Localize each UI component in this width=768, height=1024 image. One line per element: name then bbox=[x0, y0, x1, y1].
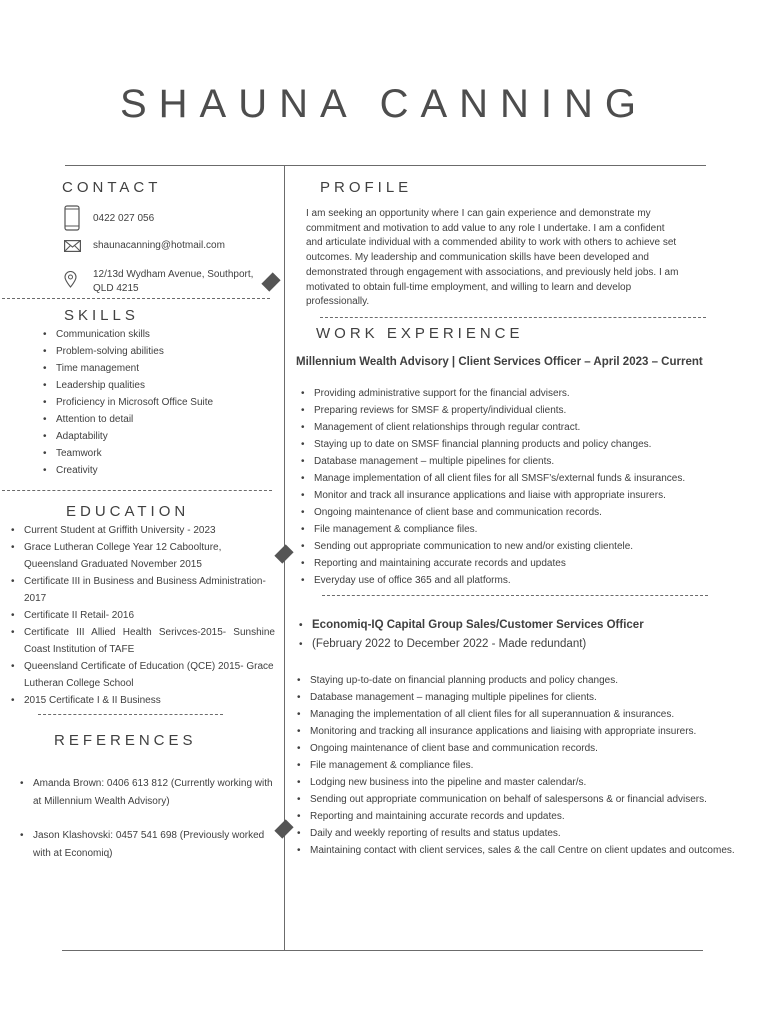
skills-heading: SKILLS bbox=[64, 307, 139, 324]
list-item: • Proficiency in Microsoft Office Suite bbox=[56, 396, 276, 413]
list-item: • Certificate III in Business and Business Administration- 2017 bbox=[24, 573, 275, 607]
list-item: • Database management – multiple pipelines for clients. bbox=[314, 455, 734, 472]
list-item: • Amanda Brown: 0406 613 812 (Currently working with at Millennium Wealth Advisory) bbox=[33, 775, 283, 811]
list-item: • Everyday use of office 365 and all platforms. bbox=[314, 574, 734, 591]
work-heading: WORK EXPERIENCE bbox=[316, 325, 524, 342]
job2-title: • Economiq-IQ Capital Group Sales/Customer Services Officer bbox=[312, 618, 732, 633]
top-divider bbox=[65, 165, 706, 166]
section-separator bbox=[320, 317, 706, 318]
resume-name: SHAUNA CANNING bbox=[119, 82, 649, 126]
contact-address-line2: QLD 4215 bbox=[93, 283, 139, 294]
list-item: • Ongoing maintenance of client base and communication records. bbox=[314, 506, 734, 523]
list-item: • Sending out appropriate communication on behalf of salespersons & or financial advisers. bbox=[310, 793, 760, 810]
list-item: • Teamwork bbox=[56, 447, 276, 464]
list-item: • Attention to detail bbox=[56, 413, 276, 430]
list-item: • Sending out appropriate communication to new and/or existing clientele. bbox=[314, 540, 734, 557]
list-item: • Certificate III Allied Health Serivces-2015- Sunshine Coast Institution of TAFE bbox=[24, 624, 275, 658]
list-item: • Manage implementation of all client files for all SMSF’s/external funds & insurances. bbox=[314, 472, 734, 489]
location-pin-icon bbox=[64, 271, 77, 293]
list-item: • File management & compliance files. bbox=[314, 523, 734, 540]
job1-title: Millennium Wealth Advisory | Client Services Officer – April 2023 – Current bbox=[296, 356, 703, 368]
list-item: • Certificate II Retail- 2016 bbox=[24, 607, 275, 624]
list-item: • Lodging new business into the pipeline and master calendar/s. bbox=[310, 776, 760, 793]
list-item: • Managing the implementation of all client files for all superannuation & insurances. bbox=[310, 708, 760, 725]
list-item: • Reporting and maintaining accurate records and updates. bbox=[310, 810, 760, 827]
job2-dates: • (February 2022 to December 2022 - Made redundant) bbox=[312, 637, 732, 652]
job2-header bbox=[312, 618, 732, 652]
references-heading: REFERENCES bbox=[54, 732, 197, 749]
list-item: • Problem-solving abilities bbox=[56, 345, 276, 362]
list-item: • Creativity bbox=[56, 464, 276, 481]
section-separator bbox=[2, 298, 270, 299]
list-item: • Jason Klashovski: 0457 541 698 (Previously worked with at Economiq) bbox=[33, 827, 283, 863]
skills-list bbox=[56, 328, 276, 481]
education-heading: EDUCATION bbox=[66, 503, 190, 520]
list-item: • Daily and weekly reporting of results and status updates. bbox=[310, 827, 760, 844]
list-item: • Adaptability bbox=[56, 430, 276, 447]
list-item: • Management of client relationships through regular contract. bbox=[314, 421, 734, 438]
profile-text: I am seeking an opportunity where I can gain experience and demonstrate my commitment and motivation to add value to any role I undertake. I am a confident and articulate individual with a commended ability to work with others to achieve set outcomes. My leadership and communication skills have been developed and demonstrated through engagement with associations, and previously held jobs. I am motivated to obtain full-time employment, and willing to learn and develop professionally. bbox=[306, 208, 679, 308]
list-item: • Communication skills bbox=[56, 328, 276, 345]
list-item: • Maintaining contact with client services, sales & the call Centre on client updates and outcomes. bbox=[310, 844, 760, 861]
list-item: • Staying up to date on SMSF financial planning products and policy changes. bbox=[314, 438, 734, 455]
section-separator bbox=[38, 714, 223, 715]
list-item: • Preparing reviews for SMSF & property/individual clients. bbox=[314, 404, 734, 421]
profile-heading: PROFILE bbox=[320, 179, 413, 196]
phone-icon bbox=[64, 205, 80, 236]
mail-icon bbox=[64, 239, 81, 257]
education-list bbox=[24, 522, 275, 709]
list-item: • Leadership qualities bbox=[56, 379, 276, 396]
bottom-divider bbox=[62, 950, 703, 951]
list-item: • Reporting and maintaining accurate records and updates bbox=[314, 557, 734, 574]
list-item: • Monitoring and tracking all insurance applications and liaising with appropriate insurers. bbox=[310, 725, 760, 742]
list-item: • Queensland Certificate of Education (QCE) 2015- Grace Lutheran College School bbox=[24, 658, 275, 692]
references-list bbox=[33, 775, 283, 863]
section-separator bbox=[322, 595, 708, 596]
list-item: • File management & compliance files. bbox=[310, 759, 760, 776]
list-item: • Database management – managing multiple pipelines for clients. bbox=[310, 691, 760, 708]
list-item: • Providing administrative support for the financial advisers. bbox=[314, 387, 734, 404]
contact-heading: CONTACT bbox=[62, 179, 162, 196]
list-item: • Staying up-to-date on financial planning products and policy changes. bbox=[310, 674, 760, 691]
job2-duties bbox=[310, 674, 760, 861]
divider-diamond bbox=[261, 272, 280, 291]
job1-duties bbox=[314, 387, 734, 591]
contact-address-line1: 12/13d Wydham Avenue, Southport, bbox=[93, 269, 254, 280]
list-item: • Current Student at Griffith University - 2023 bbox=[24, 522, 275, 539]
divider-diamond bbox=[274, 544, 293, 563]
list-item: • Grace Lutheran College Year 12 Caboolture, Queensland Graduated November 2015 bbox=[24, 539, 275, 573]
list-item: • 2015 Certificate I & II Business bbox=[24, 692, 275, 709]
contact-email[interactable]: shaunacanning@hotmail.com bbox=[93, 240, 225, 251]
section-separator bbox=[2, 490, 272, 491]
list-item: • Ongoing maintenance of client base and communication records. bbox=[310, 742, 760, 759]
contact-phone[interactable]: 0422 027 056 bbox=[93, 213, 155, 224]
list-item: • Time management bbox=[56, 362, 276, 379]
list-item: • Monitor and track all insurance applications and liaise with appropriate insurers. bbox=[314, 489, 734, 506]
